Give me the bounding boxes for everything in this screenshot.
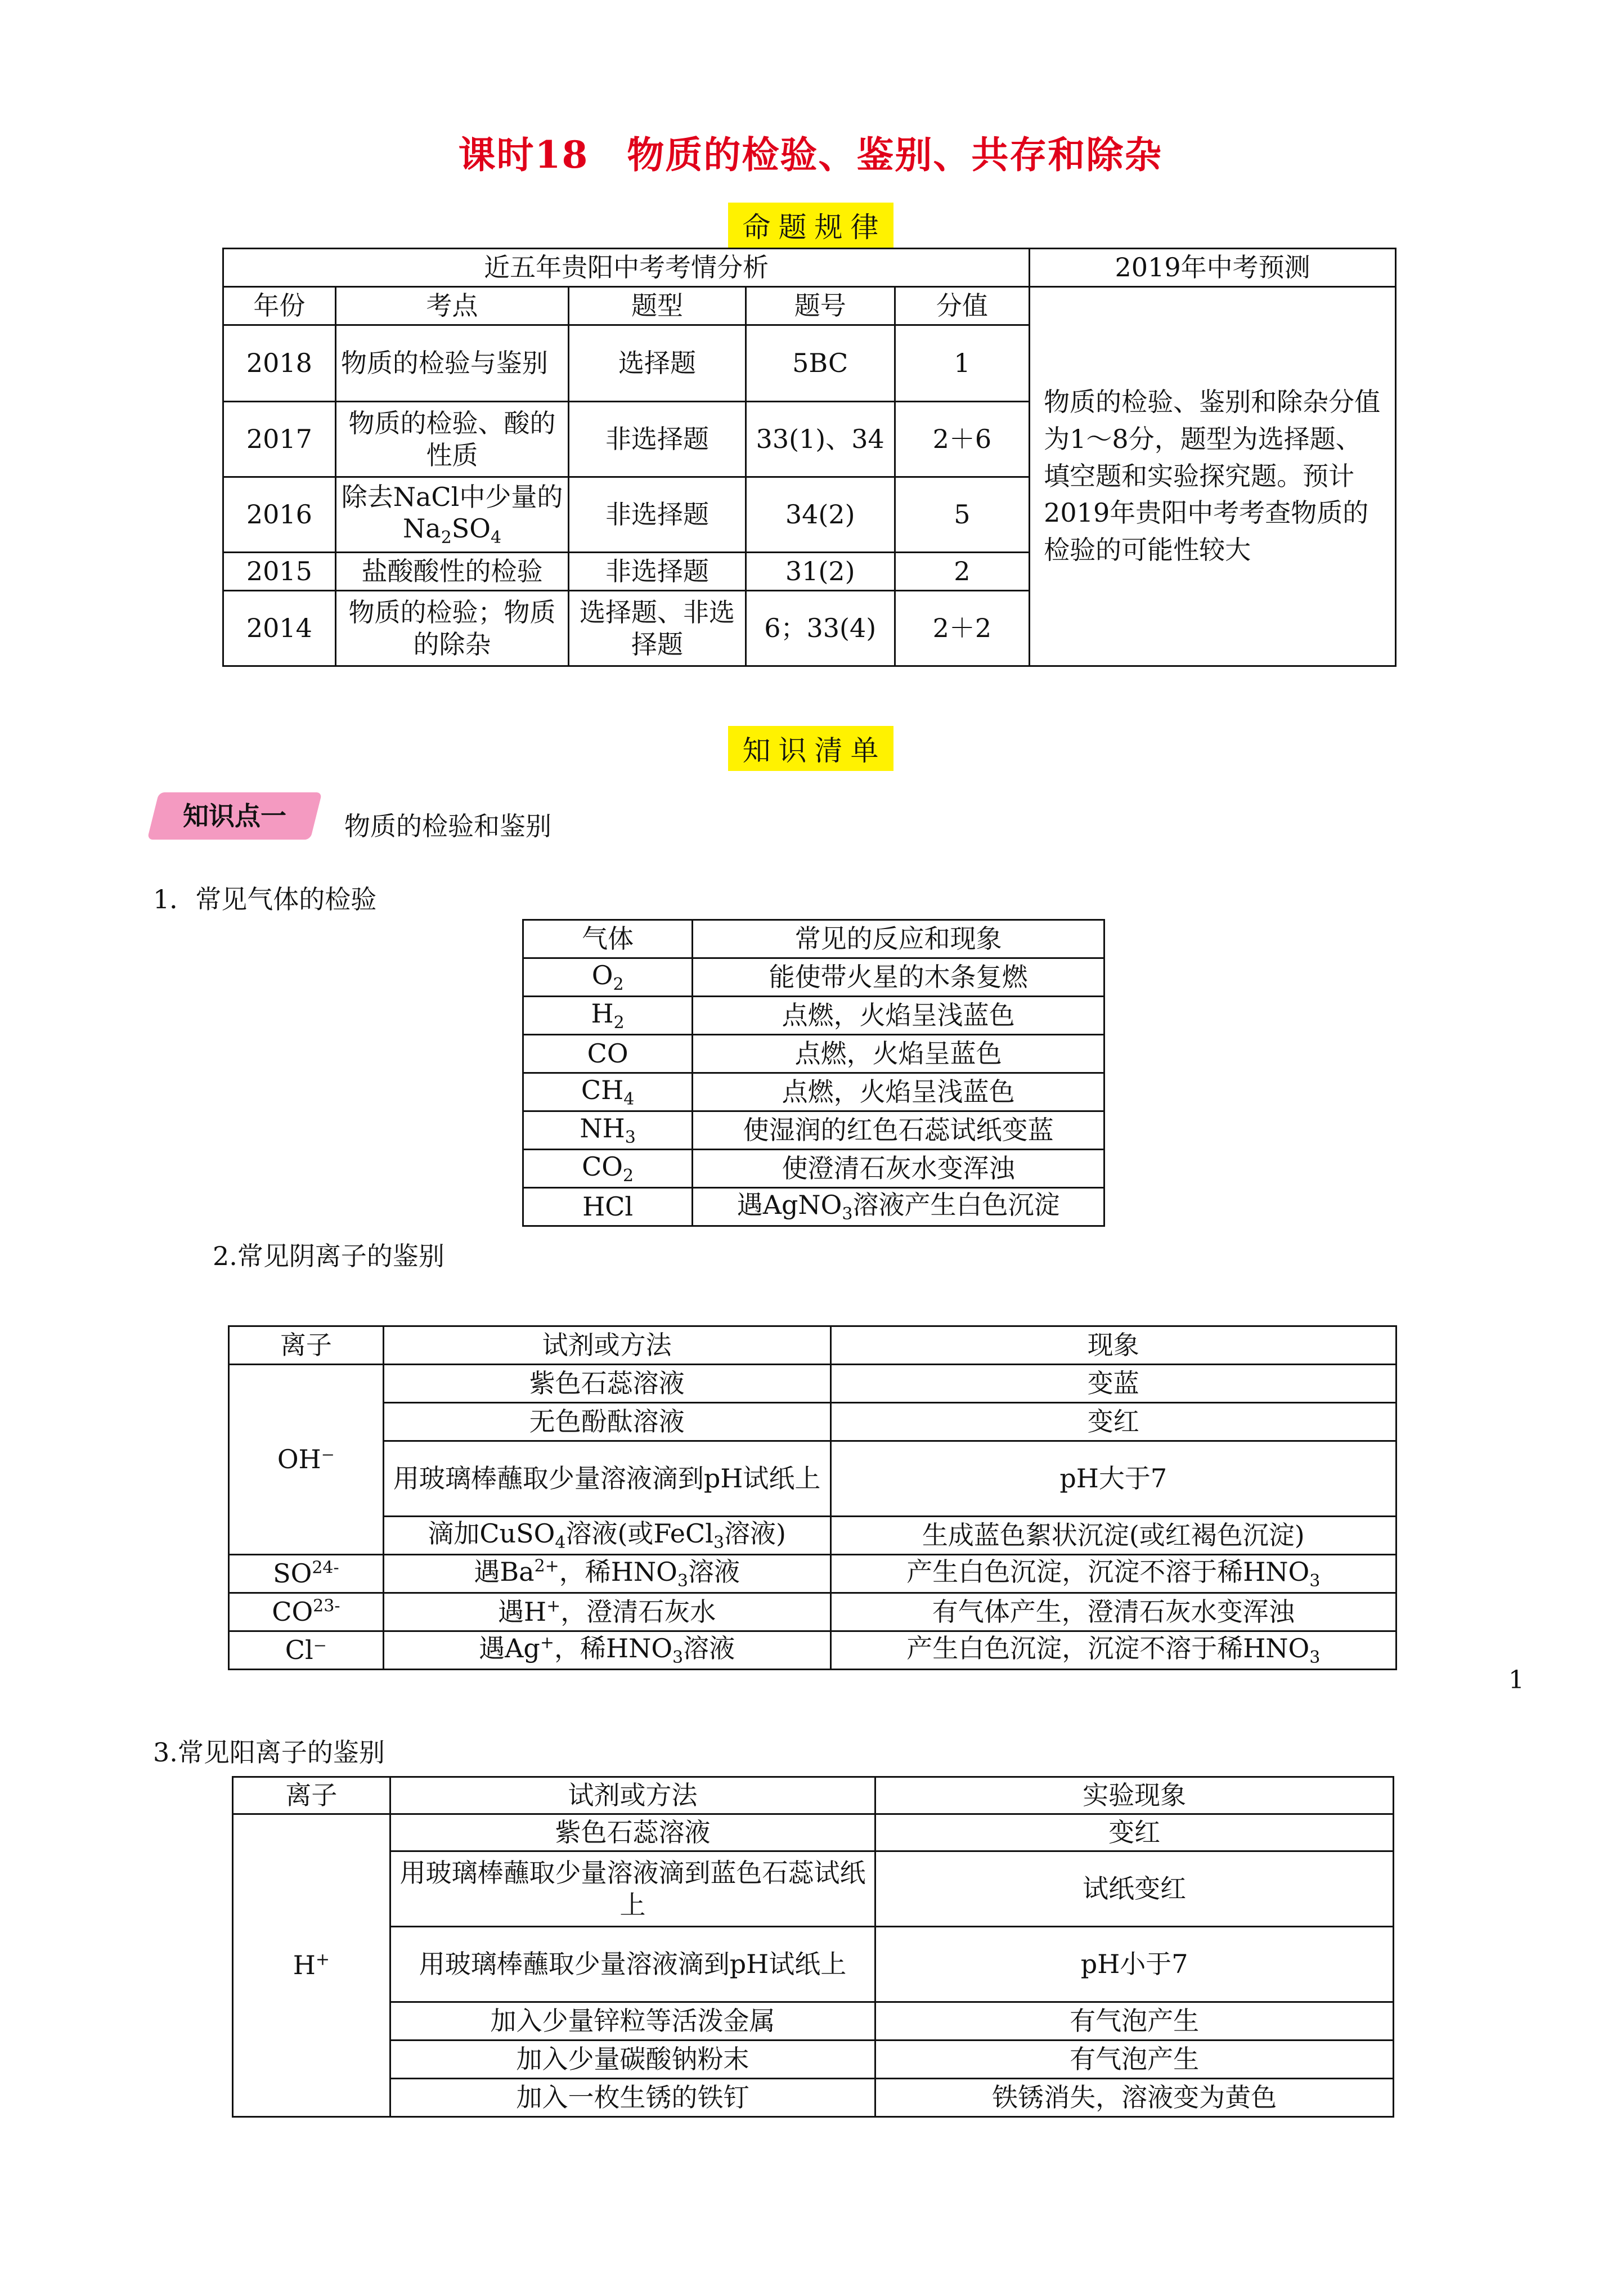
result-cell: 有气泡产生 <box>875 2041 1394 2079</box>
topic-cell: 盐酸酸性的检验 <box>335 553 568 591</box>
type-cell: 非选择题 <box>569 477 746 553</box>
gas-cell: HCl <box>523 1188 693 1226</box>
column-header: 气体 <box>523 920 693 958</box>
table-row <box>229 1403 1397 1441</box>
type-cell: 选择题 <box>569 325 746 402</box>
method-cell: 用玻璃棒蘸取少量溶液滴到蓝色石蕊试纸上 <box>390 1851 875 1927</box>
column-header: 考点 <box>335 287 568 325</box>
score-cell: 1 <box>895 325 1030 402</box>
table-row <box>233 1927 1394 2002</box>
table-row <box>229 1441 1397 1517</box>
subheading-anion: 2.常见阴离子的鉴别 <box>213 1241 444 1271</box>
number-cell: 33(1)、34 <box>746 402 895 477</box>
score-cell: 2＋6 <box>895 402 1030 477</box>
table-row <box>523 997 1104 1035</box>
table-row <box>523 1035 1104 1073</box>
table-row <box>229 1517 1397 1555</box>
section-heading-rules-label: 命题规律 <box>728 203 893 248</box>
year-cell: 2016 <box>223 477 336 553</box>
subheading-cation: 3.常见阳离子的鉴别 <box>153 1737 385 1768</box>
table-row <box>229 1631 1397 1670</box>
method-cell: 紫色石蕊溶液 <box>383 1365 830 1403</box>
type-cell: 非选择题 <box>569 402 746 477</box>
gas-cell: CO <box>523 1035 693 1073</box>
subheading-gas: 1．常见气体的检验 <box>153 884 377 914</box>
table-row <box>523 1150 1104 1188</box>
column-header: 年份 <box>223 287 336 325</box>
phenomenon-cell: 点燃，火焰呈蓝色 <box>693 1035 1104 1073</box>
method-cell: 遇Ag+，稀$HNO_3$溶液 <box>383 1631 830 1670</box>
phenomenon-cell: 遇AgNO$_3$溶液产生白色沉淀 <box>693 1188 1104 1226</box>
gas-cell: $CO_2$ <box>523 1150 693 1188</box>
topic-cell: 物质的检验、酸的性质 <box>335 402 568 477</box>
result-cell: 有气体产生，澄清石灰水变浑浊 <box>830 1593 1396 1631</box>
topic-cell: 物质的检验与鉴别 <box>335 325 568 402</box>
column-header: 实验现象 <box>875 1777 1394 1814</box>
method-cell: 遇H+，澄清石灰水 <box>383 1593 830 1631</box>
ion-cell: H+ <box>233 1814 390 2117</box>
table-row <box>233 2079 1394 2117</box>
topic-cell: 物质的检验；物质的除杂 <box>335 591 568 666</box>
number-cell: 31(2) <box>746 553 895 591</box>
ion-cell: $CO^{23-}$ <box>229 1593 384 1631</box>
score-cell: 2 <box>895 553 1030 591</box>
method-cell: 用玻璃棒蘸取少量溶液滴到pH试纸上 <box>383 1441 830 1517</box>
phenomenon-cell: 使澄清石灰水变浑浊 <box>693 1150 1104 1188</box>
gas-table <box>522 919 1105 1227</box>
year-cell: 2017 <box>223 402 336 477</box>
method-cell: 加入少量锌粒等活泼金属 <box>390 2002 875 2041</box>
number-cell: 6；33(4) <box>746 591 895 666</box>
result-cell: pH小于7 <box>875 1927 1394 2002</box>
cation-table <box>232 1776 1394 2118</box>
column-header: 离子 <box>233 1777 390 1814</box>
column-header: 试剂或方法 <box>383 1326 830 1365</box>
column-header: 现象 <box>830 1326 1396 1365</box>
table-row <box>233 1851 1394 1927</box>
table-row <box>233 2041 1394 2079</box>
result-cell: 变蓝 <box>830 1365 1396 1403</box>
table-row <box>229 1365 1397 1403</box>
knowledge-title: 物质的检验和鉴别 <box>344 811 551 841</box>
table-row <box>523 1188 1104 1226</box>
table-row <box>233 2002 1394 2041</box>
knowledge-badge-label: 知识点一 <box>183 801 286 831</box>
section-heading-knowledge-label: 知识清单 <box>728 726 893 771</box>
method-cell: 滴加CuSO$_4$溶液(或FeCl$_3$溶液) <box>383 1517 830 1555</box>
result-cell: 试纸变红 <box>875 1851 1394 1927</box>
phenomenon-cell: 点燃，火焰呈浅蓝色 <box>693 1073 1104 1111</box>
gas-cell: $CH_4$ <box>523 1073 693 1111</box>
result-cell: 有气泡产生 <box>875 2002 1394 2041</box>
gas-cell: $O_2$ <box>523 958 693 997</box>
table-row <box>523 1111 1104 1150</box>
number-cell: 34(2) <box>746 477 895 553</box>
table-row <box>523 958 1104 997</box>
column-header: 离子 <box>229 1326 384 1365</box>
page-title: 课时18 物质的检验、鉴别、共存和除杂 <box>458 133 1163 177</box>
result-cell: pH大于7 <box>830 1441 1396 1517</box>
topic-cell: 除去NaCl中少量的$Na_2SO_4$ <box>335 477 568 553</box>
ion-cell: Cl⁻ <box>229 1631 384 1670</box>
method-cell: 遇$Ba^{2+}$，稀$HNO_3$溶液 <box>383 1555 830 1593</box>
table-row <box>229 1593 1397 1631</box>
year-cell: 2015 <box>223 553 336 591</box>
score-cell: 2＋2 <box>895 591 1030 666</box>
method-cell: 紫色石蕊溶液 <box>390 1814 875 1851</box>
method-cell: 加入少量碳酸钠粉末 <box>390 2041 875 2079</box>
column-header: 题型 <box>569 287 746 325</box>
analysis-header: 近五年贵阳中考考情分析 <box>223 249 1030 287</box>
score-cell: 5 <box>895 477 1030 553</box>
type-cell: 选择题、非选择题 <box>569 591 746 666</box>
table-row <box>229 1555 1397 1593</box>
ion-cell: $SO^{24-}$ <box>229 1555 384 1593</box>
table-row <box>523 1073 1104 1111</box>
number-cell: 5BC <box>746 325 895 402</box>
page-number: 1 <box>1508 1666 1524 1694</box>
exam-analysis-table <box>222 248 1397 667</box>
section-heading-rules <box>0 203 1621 248</box>
year-cell: 2014 <box>223 591 336 666</box>
result-cell: 产生白色沉淀，沉淀不溶于稀$HNO_3$ <box>830 1631 1396 1670</box>
method-cell: 无色酚酞溶液 <box>383 1403 830 1441</box>
method-cell: 加入一枚生锈的铁钉 <box>390 2079 875 2117</box>
phenomenon-cell: 点燃，火焰呈浅蓝色 <box>693 997 1104 1035</box>
phenomenon-cell: 能使带火星的木条复燃 <box>693 958 1104 997</box>
column-header: 常见的反应和现象 <box>693 920 1104 958</box>
forecast-header: 2019年中考预测 <box>1030 249 1396 287</box>
phenomenon-cell: 使湿润的红色石蕊试纸变蓝 <box>693 1111 1104 1150</box>
table-row <box>233 1814 1394 1851</box>
section-heading-knowledge <box>0 726 1621 771</box>
result-cell: 生成蓝色絮状沉淀(或红褐色沉淀) <box>830 1517 1396 1555</box>
column-header: 分值 <box>895 287 1030 325</box>
gas-cell: $NH_3$ <box>523 1111 693 1150</box>
result-cell: 产生白色沉淀，沉淀不溶于稀$HNO_3$ <box>830 1555 1396 1593</box>
column-header: 题号 <box>746 287 895 325</box>
anion-table <box>228 1325 1397 1670</box>
method-cell: 用玻璃棒蘸取少量溶液滴到pH试纸上 <box>390 1927 875 2002</box>
ion-cell: OH⁻ <box>229 1365 384 1555</box>
type-cell: 非选择题 <box>569 553 746 591</box>
column-header: 试剂或方法 <box>390 1777 875 1814</box>
result-cell: 变红 <box>830 1403 1396 1441</box>
gas-cell: $H_2$ <box>523 997 693 1035</box>
result-cell: 变红 <box>875 1814 1394 1851</box>
year-cell: 2018 <box>223 325 336 402</box>
result-cell: 铁锈消失，溶液变为黄色 <box>875 2079 1394 2117</box>
forecast-text: 物质的检验、鉴别和除杂分值为1～8分，题型为选择题、填空题和实验探究题。预计2019年贵阳中考考查物质的检验的可能性较大 <box>1030 287 1396 666</box>
